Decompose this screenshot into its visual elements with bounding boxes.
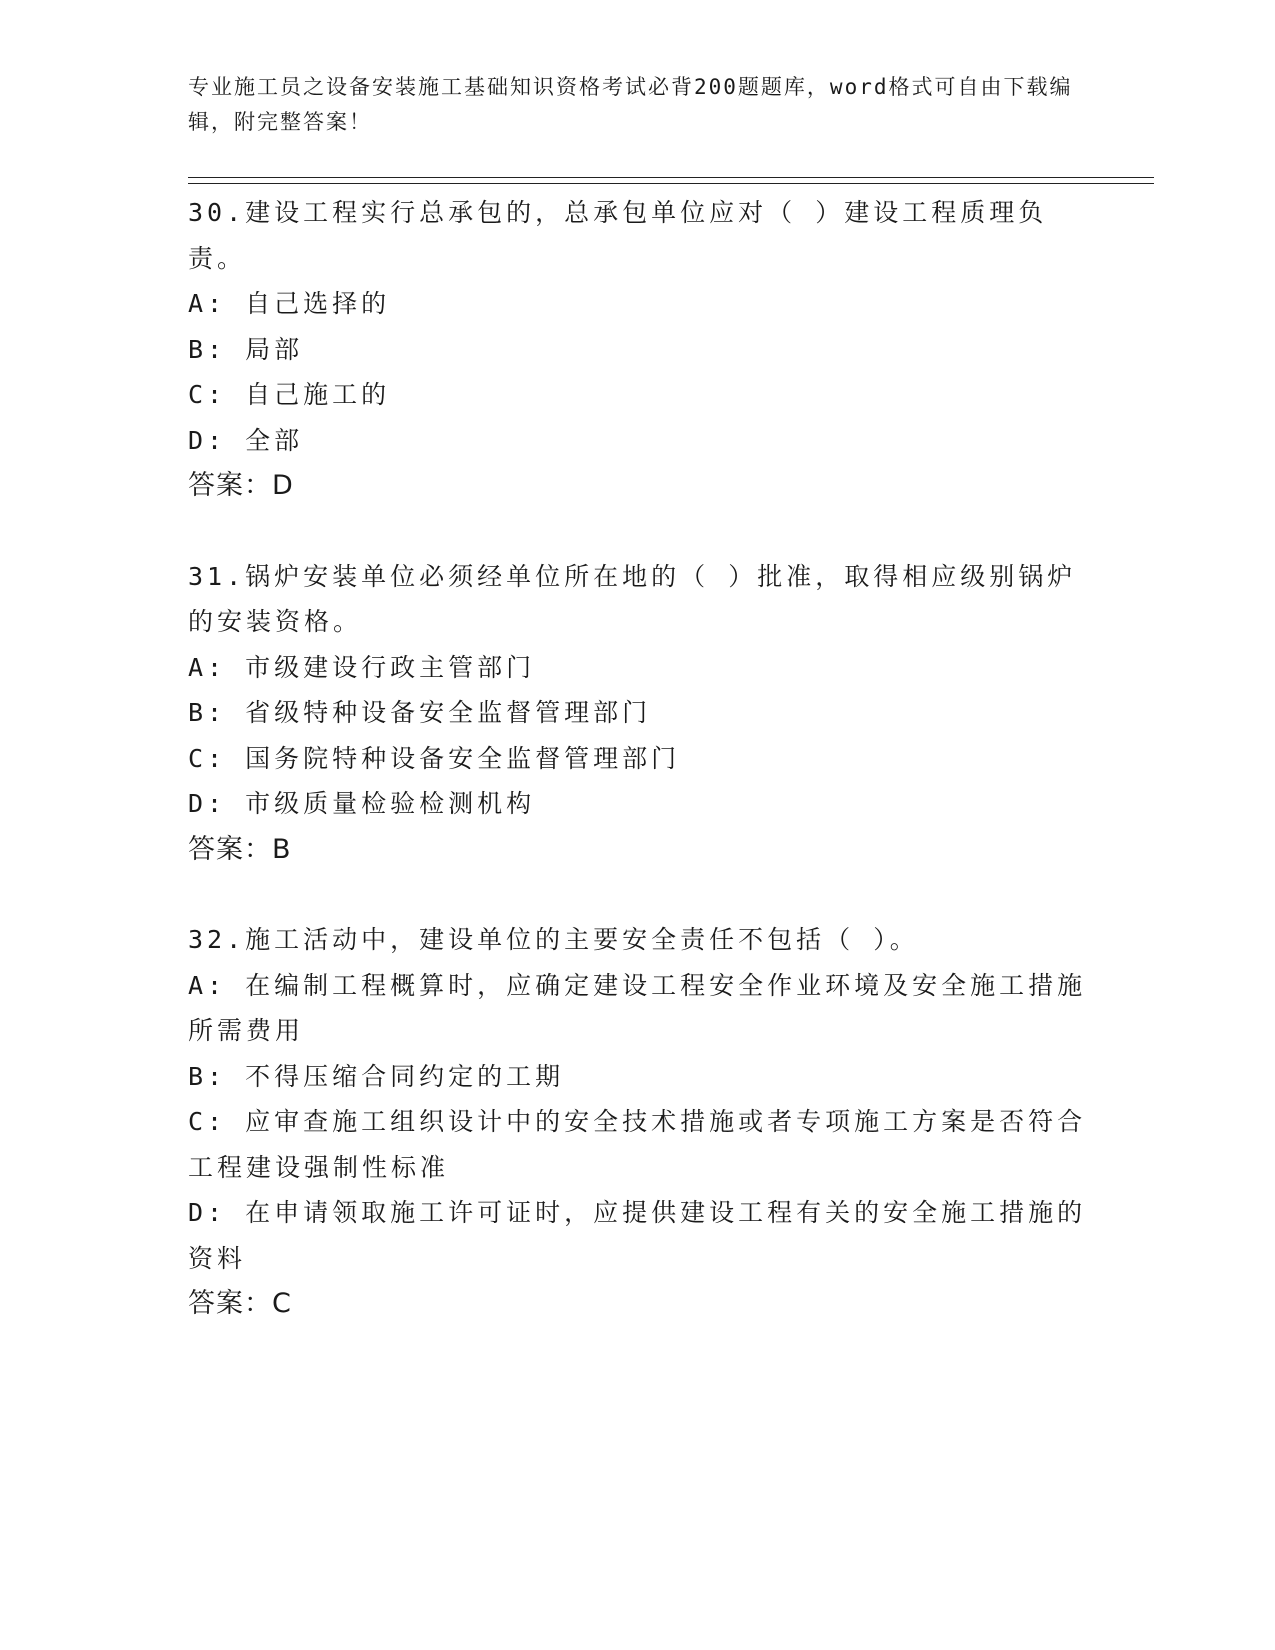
question-30 — [188, 190, 1088, 509]
question-list — [188, 190, 1088, 1327]
option-a: A: 市级建设行政主管部门 — [188, 652, 536, 682]
option-c: C: 应审查施工组织设计中的安全技术措施或者专项施工方案是否符合工程建设强制性标准 — [188, 1107, 1087, 1182]
option-d: D: 全部 — [188, 425, 304, 455]
header-rule-top — [188, 177, 1154, 178]
question-text: 31.锅炉安装单位必须经单位所在地的（ ）批准，取得相应级别锅炉的安装资格。 — [188, 561, 1077, 636]
option-a: A: 在编制工程概算时，应确定建设工程安全作业环境及安全施工措施所需费用 — [188, 970, 1087, 1045]
document-header: 专业施工员之设备安装施工基础知识资格考试必背200题题库，word格式可自由下载编辑，附完整答案！ — [188, 75, 1073, 134]
question-text: 32.施工活动中，建设单位的主要安全责任不包括（ ）。 — [188, 925, 919, 954]
option-b: B: 不得压缩合同约定的工期 — [188, 1061, 565, 1091]
answer: 答案：D — [188, 470, 294, 501]
question-31 — [188, 554, 1088, 873]
option-b: B: 局部 — [188, 334, 304, 364]
option-c: C: 国务院特种设备安全监督管理部门 — [188, 743, 681, 773]
option-d: D: 在申请领取施工许可证时，应提供建设工程有关的安全施工措施的资料 — [188, 1198, 1087, 1273]
answer: 答案：B — [188, 833, 292, 865]
option-a: A: 自己选择的 — [188, 289, 391, 318]
question-32 — [188, 917, 1088, 1327]
option-c: C: 自己施工的 — [188, 380, 391, 409]
answer: 答案：C — [188, 1288, 292, 1319]
spacer — [188, 509, 1088, 554]
question-text: 30.建设工程实行总承包的，总承包单位应对（ ）建设工程质理负责。 — [188, 198, 1048, 273]
spacer — [188, 872, 1088, 917]
option-b: B: 省级特种设备安全监督管理部门 — [188, 698, 652, 727]
option-d: D: 市级质量检验检测机构 — [188, 789, 536, 818]
header-rule-bottom — [188, 183, 1154, 184]
